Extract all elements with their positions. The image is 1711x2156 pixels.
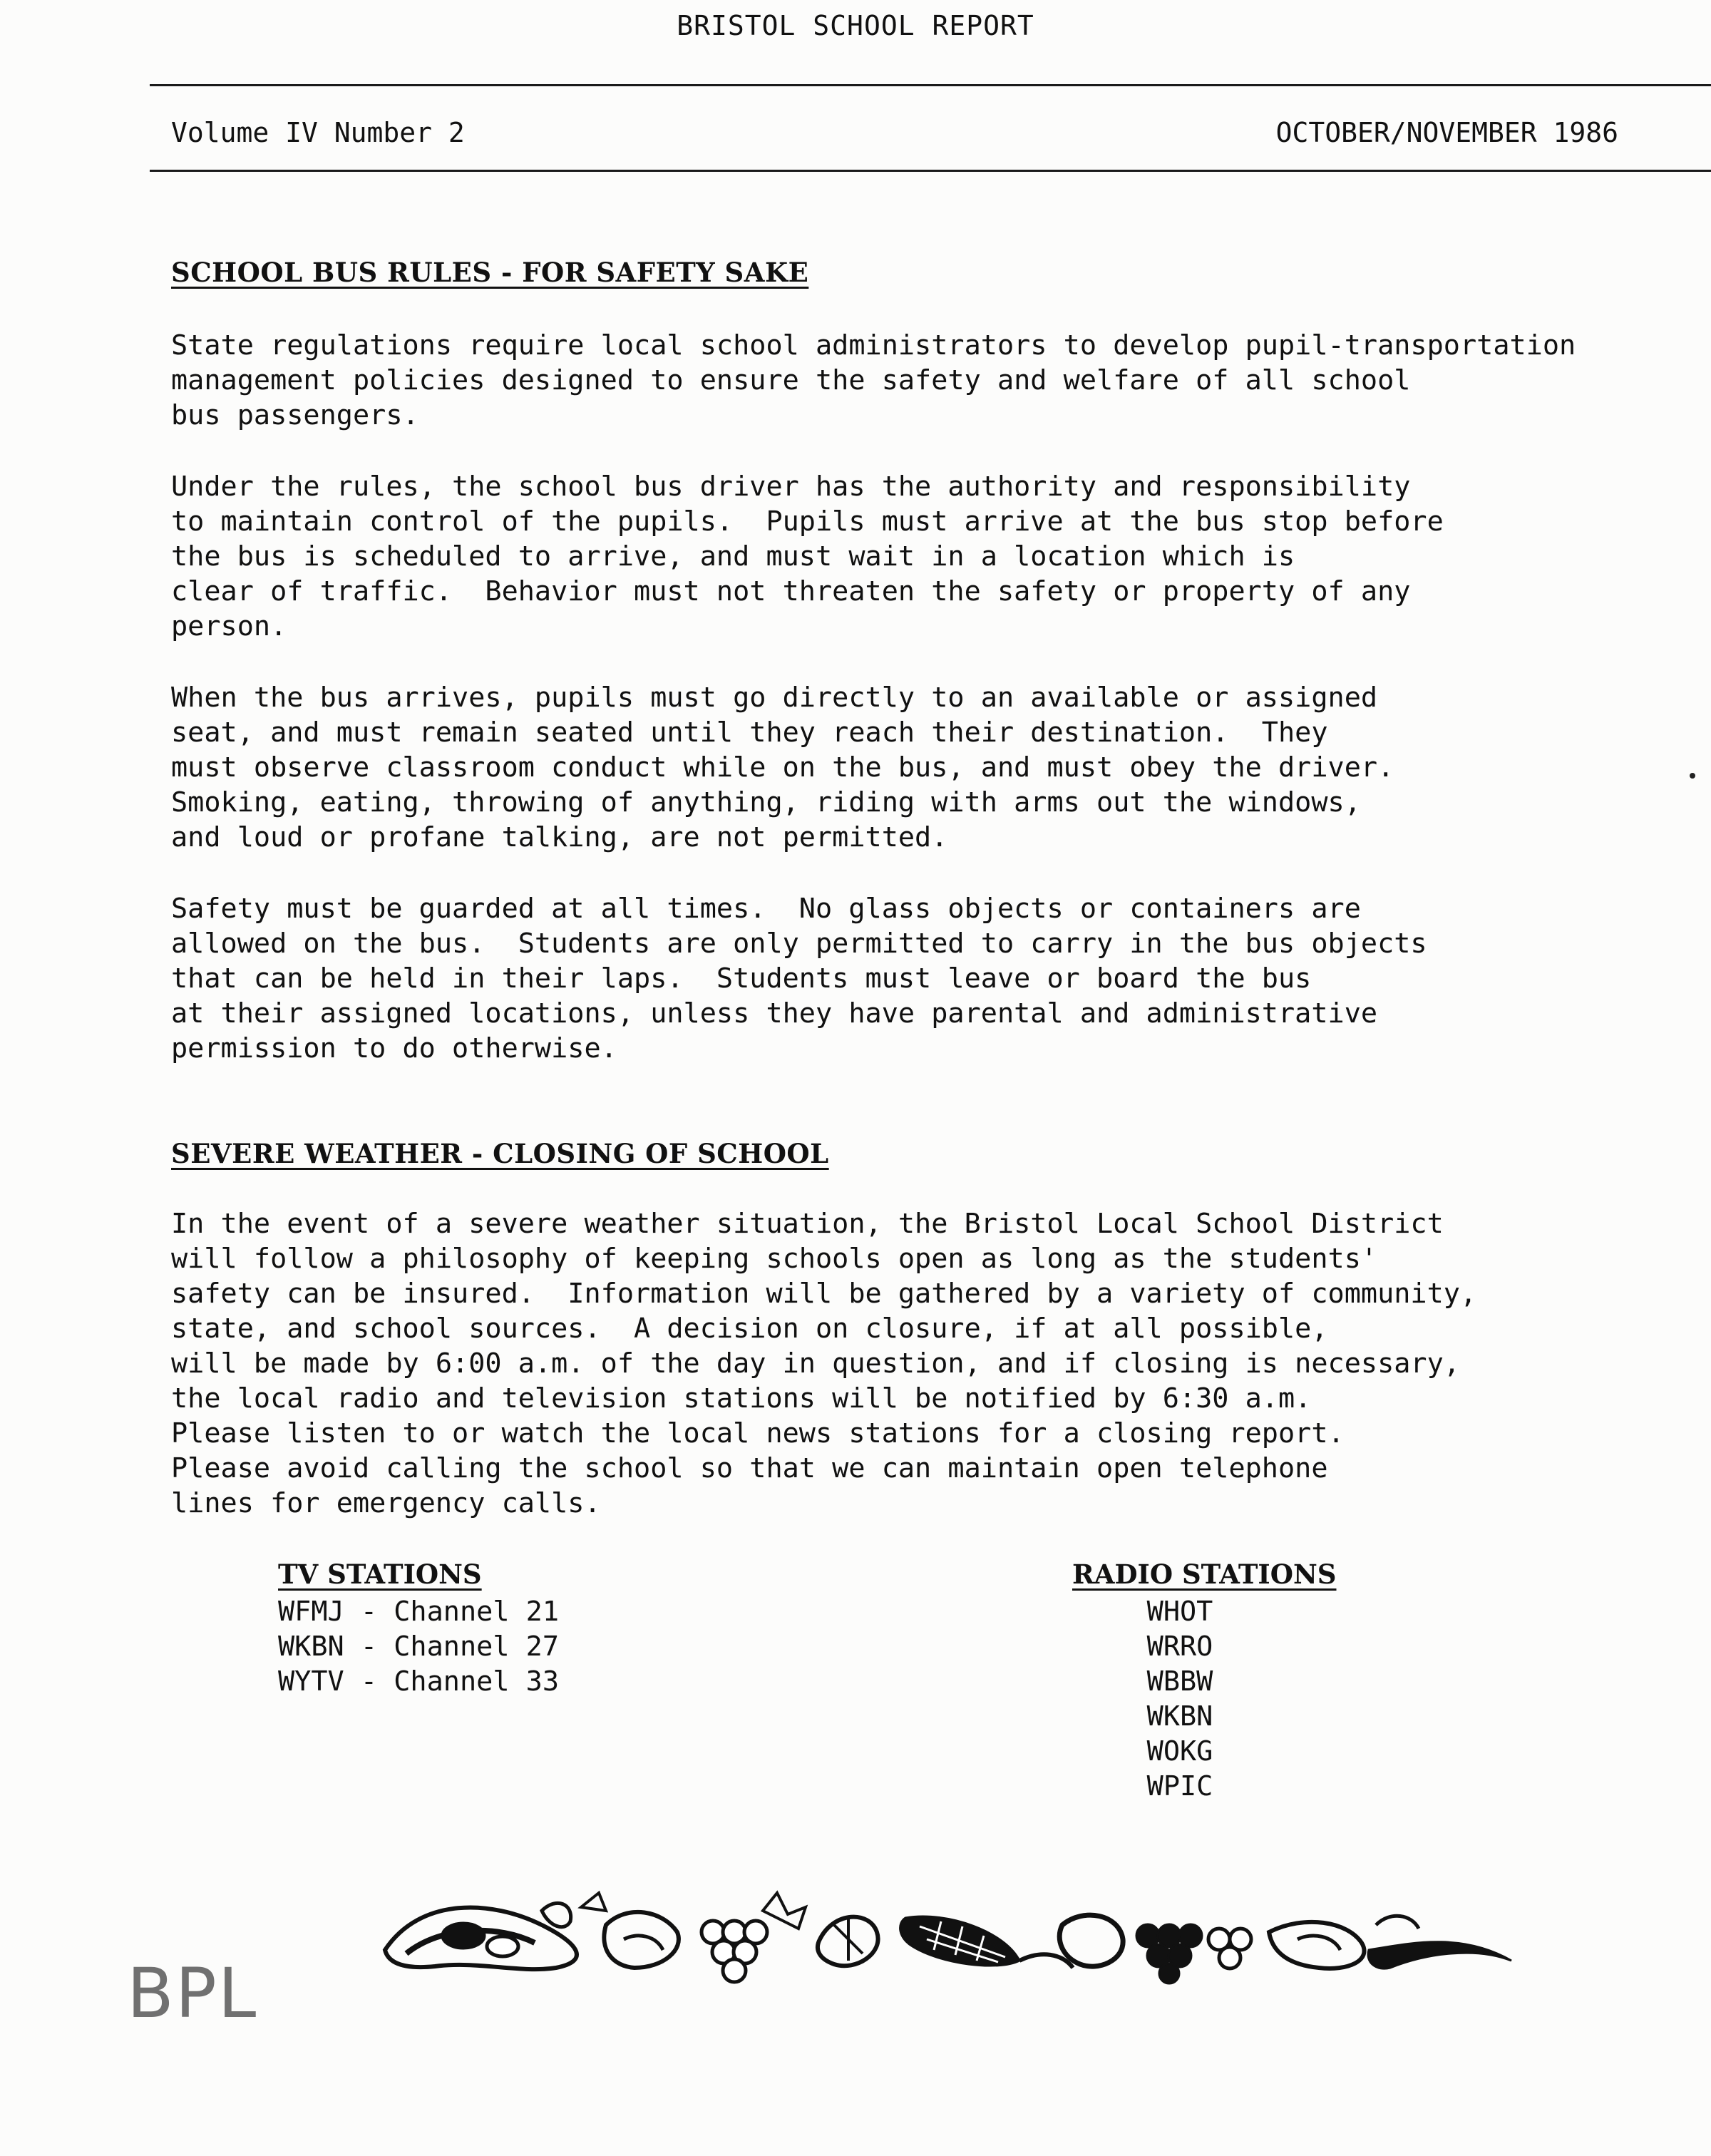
list-item: WKBN xyxy=(1146,1700,1213,1732)
harvest-border-ornament xyxy=(378,1882,1519,1989)
list-item: WFMJ - Channel 21 xyxy=(278,1596,560,1628)
list-item: WRRO xyxy=(1146,1631,1213,1663)
list-item: WYTV - Channel 33 xyxy=(278,1665,560,1698)
masthead-title: BRISTOL SCHOOL REPORT xyxy=(677,10,1034,41)
radio-stations-list xyxy=(1126,1594,1233,1804)
bus-rules-heading: SCHOOL BUS RULES - FOR SAFETY SAKE xyxy=(171,257,809,288)
header-rule-bottom xyxy=(150,170,1711,172)
list-item: WOKG xyxy=(1146,1735,1213,1767)
tv-stations-heading: TV STATIONS xyxy=(278,1559,482,1590)
list-item: WKBN - Channel 27 xyxy=(278,1631,560,1663)
weather-paragraph: In the event of a severe weather situation, the Bristol Local School District will follow a philosophy of keeping schools open as long as the students' safety can be insured. Information will be gathered by a variety of community, state, and school sources. A decision on closure, if at all possible, will be made by 6:00 a.m. of the day in question, and if closing is necessary, the local radio and television stations will be notified by 6:30 a.m. Please listen to or watch the local news stations for a closing report. Please avoid calling the school so that we can maintain open telephone lines for emergency calls. xyxy=(171,1208,1477,1519)
bus-rules-paragraph-1: State regulations require local school administrators to develop pupil-transportation management policies designed to ensure the safety and welfare of all school bus passengers. xyxy=(171,329,1576,431)
bpl-watermark: BPL xyxy=(127,1954,258,2033)
header-rule-top xyxy=(150,84,1711,86)
bus-rules-paragraph-2: Under the rules, the school bus driver has the authority and responsibility to maintain control of the pupils. Pupils must arrive at the bus stop before the bus is scheduled to arrive, and must wait in a location which is clear of traffic. Behavior must not threaten the safety or property of any person. xyxy=(171,471,1444,642)
list-item: WBBW xyxy=(1146,1665,1213,1698)
radio-stations-heading: RADIO STATIONS xyxy=(1072,1559,1337,1590)
bus-rules-paragraph-4: Safety must be guarded at all times. No glass objects or containers are allowed on the bus. Students are only permitted to carry in the bus objects that can be held in their laps. Students must leave or board the bus at their assigned locations, unless they have parental and administrative permission to do otherwise. xyxy=(171,893,1427,1064)
list-item: WPIC xyxy=(1146,1770,1213,1802)
issue-date: OCTOBER/NOVEMBER 1986 xyxy=(1275,117,1618,148)
bus-rules-paragraph-3: When the bus arrives, pupils must go directly to an available or assigned seat, and must remain seated until they reach their destination. They must observe classroom conduct while on the bus, and must obey the driver. Smoking, eating, throwing of anything, riding with arms out the windows, and loud or profane talking, are not permitted. xyxy=(171,682,1394,853)
weather-heading: SEVERE WEATHER - CLOSING OF SCHOOL xyxy=(171,1138,829,1169)
tv-stations-list xyxy=(278,1594,559,1699)
issue-volume: Volume IV Number 2 xyxy=(171,117,465,148)
scan-speck xyxy=(1690,773,1695,779)
list-item: WHOT xyxy=(1146,1596,1213,1628)
